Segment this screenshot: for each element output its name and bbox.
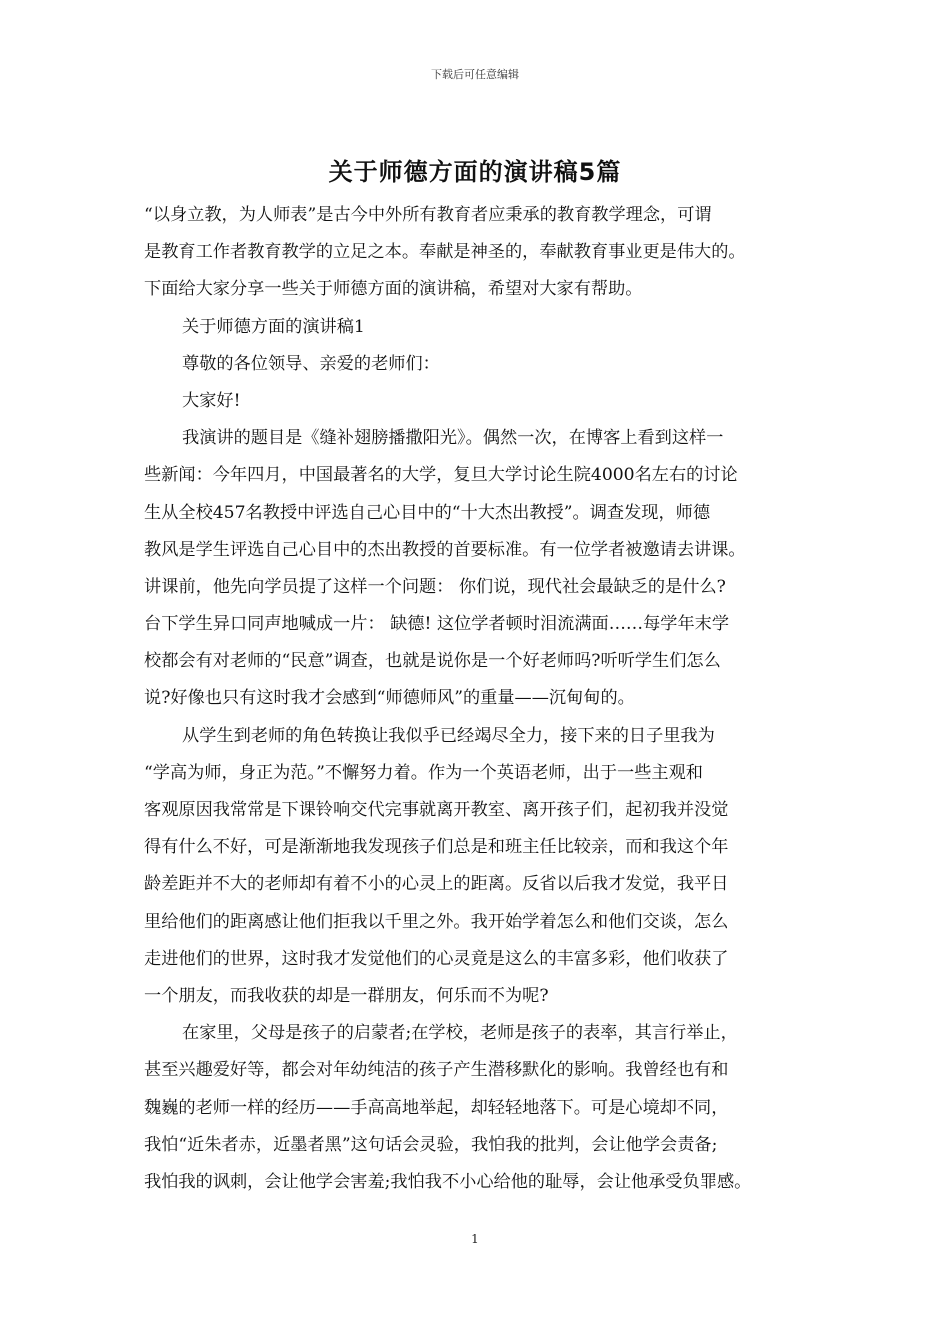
text-line: 尊敬的各位领导、亲爱的老师们： <box>182 353 440 374</box>
page-number: 1 <box>471 1232 479 1246</box>
text-line: 我怕我的讽刺，会让他学会害羞;我怕我不小心给他的耻辱，会让他承受负罪感。 <box>144 1171 752 1192</box>
text-line: 我怕“近朱者赤，近墨者黑”这句话会灵验，我怕我的批判，会让他学会责备; <box>144 1134 718 1155</box>
text-line: 校都会有对老师的“民意”调查，也就是说你是一个好老师吗?听听学生们怎么 <box>144 651 721 672</box>
text-line: 大家好! <box>182 390 241 411</box>
text-line: 里给他们的距离感让他们拒我以千里之外。我开始学着怎么和他们交谈，怎么 <box>144 911 729 932</box>
text-line: 我演讲的题目是《缝补翅膀播撒阳光》。偶然一次，在博客上看到这样一 <box>182 428 724 449</box>
text-line: 下面给大家分享一些关于师德方面的演讲稿，希望对大家有帮助。 <box>144 279 643 300</box>
text-line: 魏巍的老师一样的经历——手高高地举起，却轻轻地落下。可是心境却不同， <box>144 1097 729 1118</box>
text-line: “以身立教，为人师表”是古今中外所有教育者应秉承的教育教学理念，可谓 <box>144 205 712 225</box>
page-header: 下载后可任意编辑 <box>431 68 519 81</box>
text-line: 在家里，父母是孩子的启蒙者;在学校，老师是孩子的表率，其言行举止， <box>182 1023 738 1044</box>
text-line: 龄差距并不大的老师却有着不小的心灵上的距离。反省以后我才发觉，我平日 <box>144 874 729 895</box>
text-line: 关于师德方面的演讲稿1 <box>182 316 365 337</box>
text-line: 从学生到老师的角色转换让我似乎已经竭尽全力，接下来的日子里我为 <box>182 725 715 746</box>
text-line: 生从全校457名教授中评选自己心目中的“十大杰出教授”。调查发现，师德 <box>144 502 711 523</box>
text-line: 教风是学生评选自己心目中的杰出教授的首要标准。有一位学者被邀请去讲课。 <box>144 539 746 560</box>
text-line: “学高为师，身正为范。”不懈努力着。作为一个英语老师，出于一些主观和 <box>144 762 703 783</box>
text-line: 是教育工作者教育教学的立足之本。奉献是神圣的，奉献教育事业更是伟大的。 <box>144 242 746 263</box>
text-line: 说?好像也只有这时我才会感到“师德师风”的重量——沉甸甸的。 <box>144 688 635 709</box>
text-line: 讲课前，他先向学员提了这样一个问题： 你们说，现代社会最缺乏的是什么? <box>144 576 726 597</box>
text-line: 台下学生异口同声地喊成一片： 缺德! 这位学者顿时泪流满面……每学年末学 <box>144 614 730 635</box>
document-title: 关于师德方面的演讲稿5篇 <box>328 158 622 186</box>
text-line: 些新闻：今年四月，中国最著名的大学，复旦大学讨论生院4000名左右的讨论 <box>144 465 738 486</box>
text-line: 一个朋友，而我收获的却是一群朋友，何乐而不为呢? <box>144 985 549 1006</box>
text-line: 走进他们的世界，这时我才发觉他们的心灵竟是这么的丰富多彩，他们收获了 <box>144 948 729 969</box>
document-body <box>144 197 824 1201</box>
text-line: 甚至兴趣爱好等，都会对年幼纯洁的孩子产生潜移默化的影响。我曾经也有和 <box>144 1060 729 1081</box>
text-line: 得有什么不好，可是渐渐地我发现孩子们总是和班主任比较亲，而和我这个年 <box>144 837 729 858</box>
text-line: 客观原因我常常是下课铃响交代完事就离开教室、离开孩子们，起初我并没觉 <box>144 800 729 820</box>
